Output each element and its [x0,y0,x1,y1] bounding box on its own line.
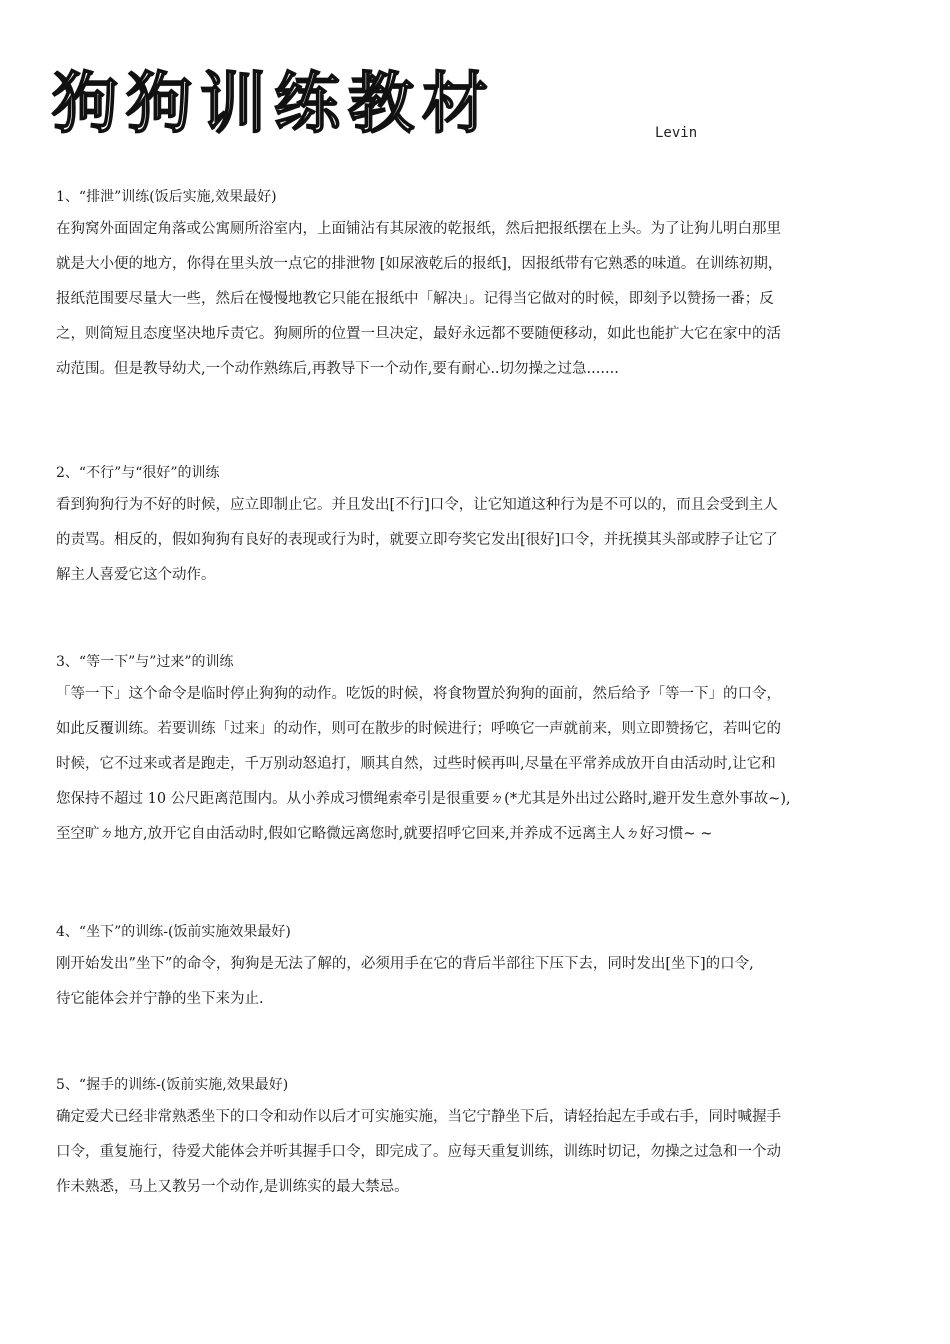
paragraph-line: 的责骂。相反的，假如狗狗有良好的表现或行为时，就要立即夸奖它发出[很好]口令，并抚摸其头部或脖子让它了 [56,532,778,548]
paragraph-line: 待它能体会并宁静的坐下来为止. [56,991,264,1007]
section-5 [56,1070,906,1205]
section-heading: 5、“握手的训练-(饭前实施,效果最好) [56,1077,289,1093]
section-1 [56,182,906,387]
section-2 [56,458,906,593]
paragraph-line: 报纸范围要尽量大一些，然后在慢慢地教它只能在报纸中「解决」。记得当它做对的时候，即刻予以赞扬一番；反 [56,291,774,307]
paragraph-line: 就是大小便的地方，你得在里头放一点它的排泄物 [如尿液乾后的报纸]，因报纸带有它熟悉的味道。在训练初期， [56,256,783,272]
paragraph-line: 作未熟悉，马上又教另一个动作,是训练实的最大禁忌。 [56,1179,409,1195]
document-title: 狗狗训练教材 [52,65,496,142]
section-heading: 3、“等一下”与”过来”的训练 [56,654,234,670]
paragraph-line: 「等一下」这个命令是临时停止狗狗的动作。吃饭的时候，将食物置於狗狗的面前，然后给予「等一下」的口令， [56,686,781,702]
paragraph-line: 如此反覆训练。若要训练「过来」的动作，则可在散步的时候进行；呼唤它一声就前来，则立即赞扬它，若叫它的 [56,721,781,737]
section-4 [56,917,906,1017]
paragraph-line: 时候，它不过来或者是跑走，千万别动怒追打，顺其自然，过些时候再叫,尽量在平常养成放开自由活动时,让它和 [56,756,776,772]
paragraph-line: 您保持不超过 10 公尺距离范围内。从小养成习惯绳索牵引是很重要ㄉ(*尤其是外出过公路时,避开发生意外事故~), [56,791,791,807]
paragraph-line: 动范围。但是教导幼犬,一个动作熟练后,再教导下一个动作,要有耐心..切勿操之过急....... [56,361,619,377]
section-3 [56,647,906,852]
paragraph-line: 刚开始发出”坐下”的命令，狗狗是无法了解的，必须用手在它的背后半部往下压下去，同时发出[坐下]的口令, [56,956,754,972]
author-name: Levin [655,125,698,141]
paragraph-line: 看到狗狗行为不好的时候，应立即制止它。并且发出[不行]口令，让它知道这种行为是不可以的，而且会受到主人 [56,497,778,513]
section-heading: 4、“坐下”的训练-(饭前实施效果最好) [56,924,291,940]
paragraph-line: 在狗窝外面固定角落或公寓厕所浴室内，上面铺沾有其尿液的乾报纸，然后把报纸摆在上头。为了让狗儿明白那里 [56,221,781,237]
section-heading: 2、“不行”与“很好”的训练 [56,465,220,481]
paragraph-line: 确定爱犬已经非常熟悉坐下的口令和动作以后才可实施实施，当它宁静坐下后，请轻抬起左手或右手，同时喊握手 [56,1109,781,1125]
paragraph-line: 之，则简短且态度坚决地斥责它。狗厕所的位置一旦决定，最好永远都不要随便移动，如此也能扩大它在家中的活 [56,326,781,342]
paragraph-line: 口令，重复施行，待爱犬能体会并听其握手口令，即完成了。应每天重复训练，训练时切记，勿操之过急和一个动 [56,1144,781,1160]
paragraph-line: 至空旷ㄉ地方,放开它自由活动时,假如它略微远离您时,就要招呼它回来,并养成不远离主人ㄉ好习惯~ ~ [56,826,713,842]
section-heading: 1、“排泄”训练(饭后实施,效果最好) [56,189,277,205]
paragraph-line: 解主人喜爱它这个动作。 [56,567,216,583]
